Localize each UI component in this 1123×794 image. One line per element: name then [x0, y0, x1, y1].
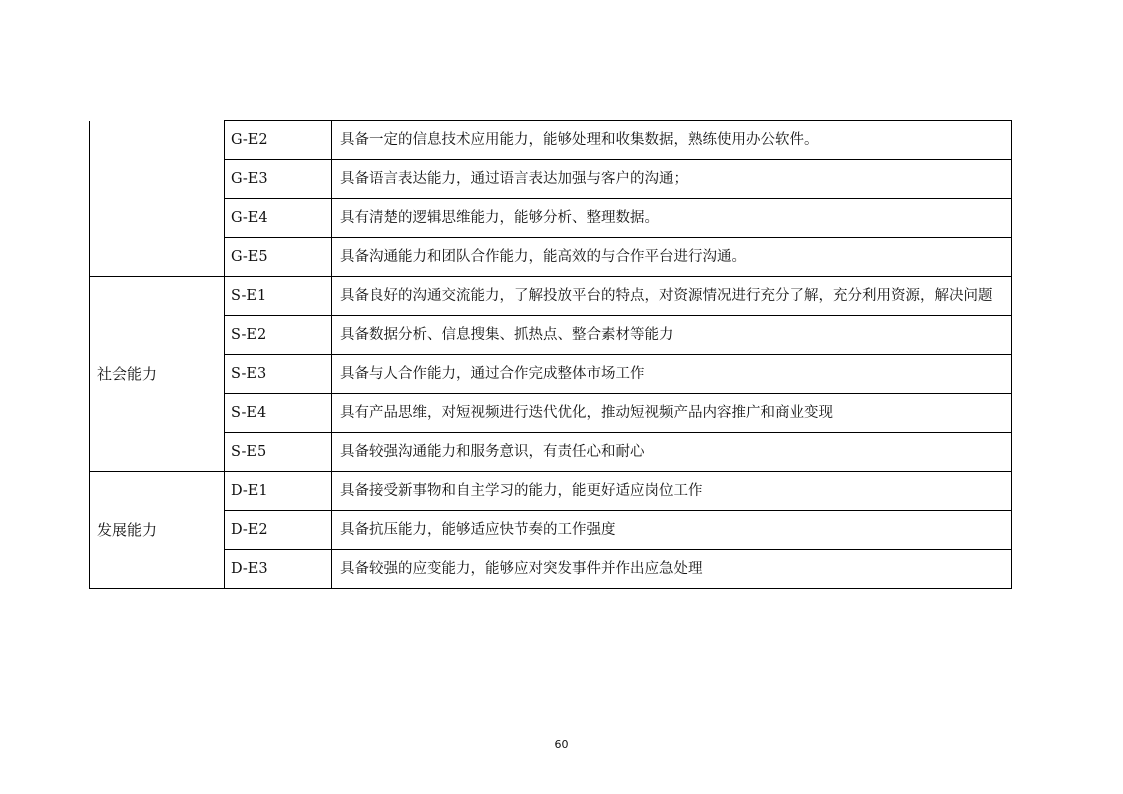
- table-row: [90, 160, 1012, 199]
- category-cell: 发展能力: [90, 472, 225, 589]
- ability-table: [89, 120, 1012, 589]
- description-cell: 具有清楚的逻辑思维能力，能够分析、整理数据。: [332, 199, 1012, 238]
- page-number: 60: [554, 738, 569, 751]
- description-cell: 具有产品思维，对短视频进行迭代优化，推动短视频产品内容推广和商业变现: [332, 394, 1012, 433]
- code-cell: D-E1: [225, 472, 332, 511]
- code-cell: G-E2: [225, 121, 332, 160]
- code-cell: D-E3: [225, 550, 332, 589]
- description-cell: 具备抗压能力，能够适应快节奏的工作强度: [332, 511, 1012, 550]
- category-cell: [90, 121, 225, 277]
- code-cell: S-E1: [225, 277, 332, 316]
- description-cell: 具备接受新事物和自主学习的能力，能更好适应岗位工作: [332, 472, 1012, 511]
- description-cell: 具备语言表达能力，通过语言表达加强与客户的沟通；: [332, 160, 1012, 199]
- code-cell: G-E4: [225, 199, 332, 238]
- description-cell: 具备一定的信息技术应用能力，能够处理和收集数据，熟练使用办公软件。: [332, 121, 1012, 160]
- description-cell: 具备较强沟通能力和服务意识，有责任心和耐心: [332, 433, 1012, 472]
- code-cell: D-E2: [225, 511, 332, 550]
- code-cell: G-E3: [225, 160, 332, 199]
- table-row: [90, 511, 1012, 550]
- table-row: [90, 472, 1012, 511]
- code-cell: S-E2: [225, 316, 332, 355]
- table-row: [90, 433, 1012, 472]
- table-row: [90, 316, 1012, 355]
- table-row: [90, 199, 1012, 238]
- description-cell: 具备数据分析、信息搜集、抓热点、整合素材等能力: [332, 316, 1012, 355]
- description-cell: 具备沟通能力和团队合作能力，能高效的与合作平台进行沟通。: [332, 238, 1012, 277]
- code-cell: S-E3: [225, 355, 332, 394]
- description-cell: 具备良好的沟通交流能力，了解投放平台的特点，对资源情况进行充分了解，充分利用资源，解决问题: [332, 277, 1012, 316]
- code-cell: G-E5: [225, 238, 332, 277]
- table-row: [90, 277, 1012, 316]
- table-row: [90, 550, 1012, 589]
- description-cell: 具备较强的应变能力，能够应对突发事件并作出应急处理: [332, 550, 1012, 589]
- table-row: [90, 394, 1012, 433]
- table-row: [90, 121, 1012, 160]
- code-cell: S-E4: [225, 394, 332, 433]
- category-cell: 社会能力: [90, 277, 225, 472]
- table-row: [90, 355, 1012, 394]
- description-cell: 具备与人合作能力，通过合作完成整体市场工作: [332, 355, 1012, 394]
- code-cell: S-E5: [225, 433, 332, 472]
- table-row: [90, 238, 1012, 277]
